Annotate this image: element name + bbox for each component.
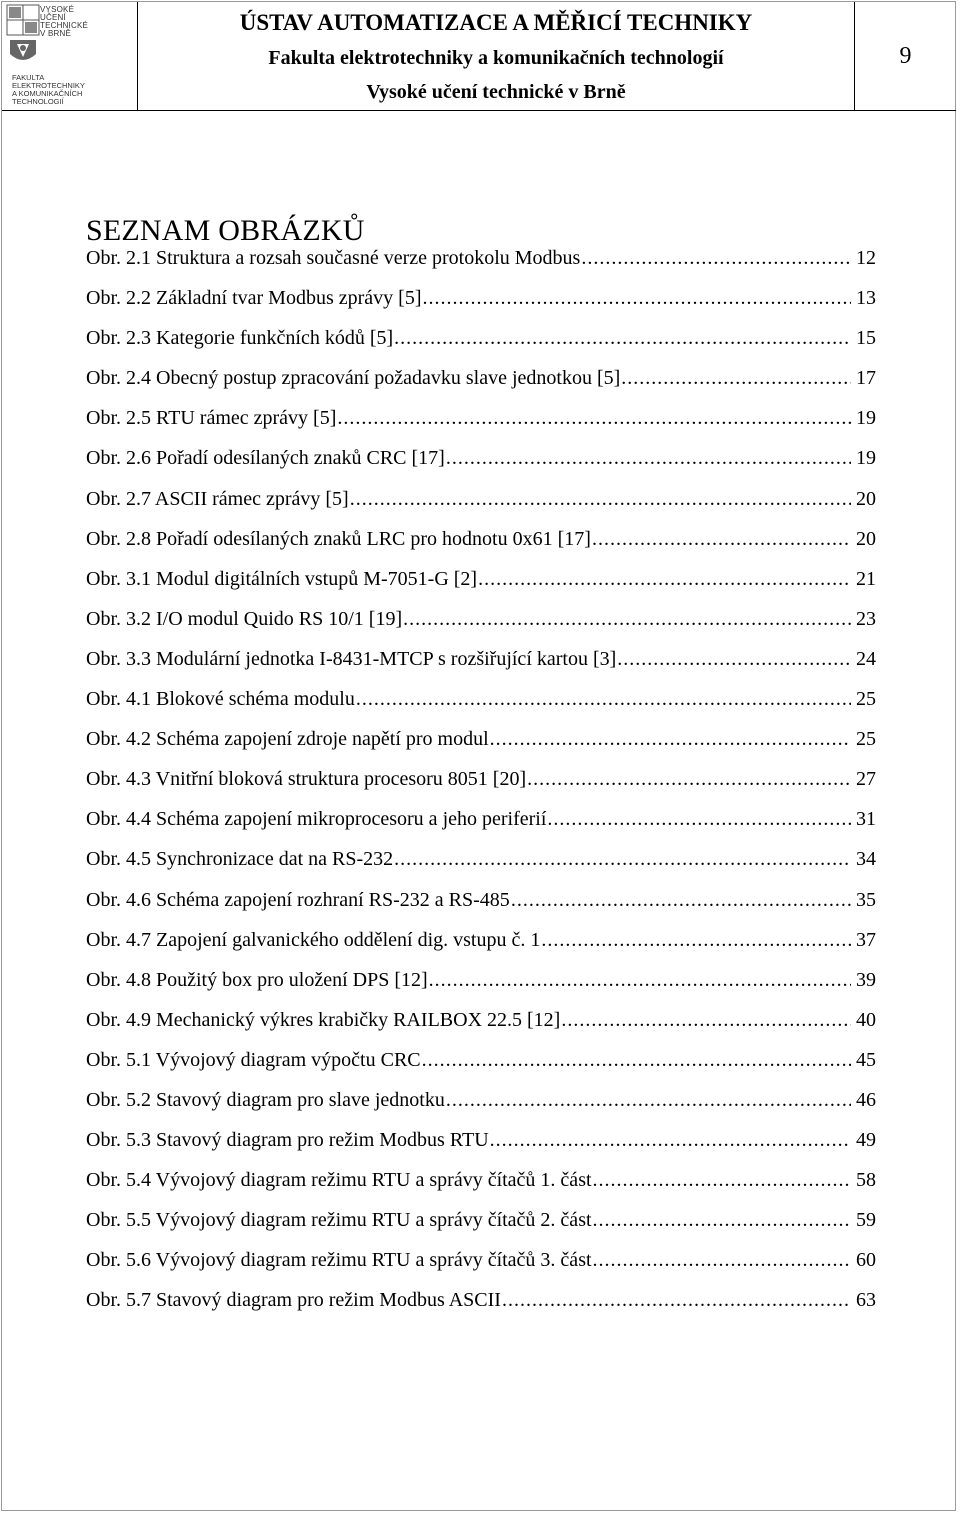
figure-list-item[interactable] [86,647,876,687]
dot-leader [478,567,851,591]
figure-page-number: 31 [856,808,876,831]
figure-caption: Obr. 3.1 Modul digitálních vstupů M-7051-G [2] [86,567,478,590]
figure-list-item[interactable] [86,1048,876,1088]
page-number: 9 [899,43,912,69]
figure-list-item[interactable] [86,928,876,968]
figure-page-number: 39 [856,968,876,991]
dot-leader [490,1128,851,1152]
dot-leader [490,727,851,751]
figure-list-item[interactable] [86,1088,876,1128]
figure-page-number: 34 [856,848,876,871]
figure-page-number: 59 [856,1209,876,1232]
figure-page-number: 40 [856,1008,876,1031]
figure-caption: Obr. 4.5 Synchronizace dat na RS-232 [86,848,394,871]
figure-list-item[interactable] [86,1208,876,1248]
figure-page-number: 21 [856,567,876,590]
dot-leader [593,1208,851,1232]
figure-list-item[interactable] [86,807,876,847]
faculty-logo-icon [6,4,40,68]
institute-name: ÚSTAV AUTOMATIZACE A MĚŘICÍ TECHNIKY [239,10,753,35]
figure-caption: Obr. 4.9 Mechanický výkres krabičky RAILBOX 22.5 [12] [86,1008,561,1031]
figure-caption: Obr. 5.6 Vývojový diagram režimu RTU a správy čítačů 3. část [86,1249,592,1272]
figure-caption: Obr. 5.3 Stavový diagram pro režim Modbus RTU [86,1129,489,1152]
figure-list-item[interactable] [86,406,876,446]
figure-list-item[interactable] [86,767,876,807]
dot-leader [561,1008,851,1032]
figure-caption: Obr. 2.7 ASCII rámec zprávy [5] [86,487,349,510]
figure-page-number: 23 [856,607,876,630]
figure-list-item[interactable] [86,366,876,406]
figure-caption: Obr. 5.7 Stavový diagram pro režim Modbus ASCII [86,1289,501,1312]
dot-leader [446,446,851,470]
figure-page-number: 24 [856,647,876,670]
figure-page-number: 49 [856,1129,876,1152]
dot-leader [581,246,851,270]
figure-caption: Obr. 5.1 Vývojový diagram výpočtu CRC [86,1048,421,1071]
figure-list-item[interactable] [86,968,876,1008]
dot-leader [394,326,851,350]
figure-page-number: 27 [856,768,876,791]
dot-leader [422,1048,851,1072]
figure-caption: Obr. 4.4 Schéma zapojení mikroprocesoru a jeho periferií [86,808,547,831]
dot-leader [422,286,851,310]
figure-list-item[interactable] [86,888,876,928]
logo-text-bottom: FAKULTA ELEKTROTECHNIKY A KOMUNIKAČNÍCH TECHNOLOGIÍ [12,73,85,106]
figure-caption: Obr. 2.2 Základní tvar Modbus zprávy [5] [86,287,422,310]
figure-page-number: 63 [856,1289,876,1312]
figure-page-number: 46 [856,1088,876,1111]
faculty-name: Fakulta elektrotechniky a komunikačních technologií [268,47,724,69]
section-heading: SEZNAM OBRÁZKŮ [86,214,365,248]
logo-text-top: VYSOKÉ UČENÍ TECHNICKÉ V BRNĚ [40,5,89,38]
dot-leader [592,527,851,551]
figure-page-number: 15 [856,327,876,350]
figure-list-item[interactable] [86,687,876,727]
dot-leader [547,807,851,831]
figure-caption: Obr. 2.5 RTU rámec zprávy [5] [86,407,337,430]
figure-page-number: 19 [856,447,876,470]
figure-page-number: 19 [856,407,876,430]
figure-list [86,246,876,1329]
dot-leader [446,1088,851,1112]
figure-list-item[interactable] [86,727,876,767]
figure-caption: Obr. 4.2 Schéma zapojení zdroje napětí pro modul [86,728,489,751]
figure-page-number: 20 [856,487,876,510]
dot-leader [350,487,851,511]
figure-page-number: 45 [856,1048,876,1071]
figure-caption: Obr. 4.1 Blokové schéma modulu [86,688,355,711]
figure-page-number: 12 [856,247,876,269]
figure-caption: Obr. 5.2 Stavový diagram pro slave jednotku [86,1088,445,1111]
dot-leader [617,647,851,671]
figure-caption: Obr. 2.1 Struktura a rozsah současné verze protokolu Modbus [86,247,581,269]
figure-list-item[interactable] [86,326,876,366]
figure-caption: Obr. 2.6 Pořadí odesílaných znaků CRC [17] [86,447,445,470]
dot-leader [511,888,851,912]
figure-list-item[interactable] [86,847,876,887]
figure-list-item[interactable] [86,286,876,326]
figure-page-number: 35 [856,888,876,911]
figure-page-number: 37 [856,928,876,951]
dot-leader [403,607,851,631]
dot-leader [621,366,851,390]
dot-leader [593,1248,851,1272]
figure-page-number: 13 [856,287,876,310]
figure-list-item[interactable] [86,1008,876,1048]
header-title-block [138,2,855,110]
dot-leader [337,406,851,430]
figure-page-number: 25 [856,728,876,751]
page-header [2,2,956,111]
figure-list-item[interactable] [86,1128,876,1168]
figure-list-item[interactable] [86,487,876,527]
figure-caption: Obr. 2.8 Pořadí odesílaných znaků LRC pro hodnotu 0x61 [17] [86,527,591,550]
figure-caption: Obr. 3.2 I/O modul Quido RS 10/1 [19] [86,607,403,630]
figure-caption: Obr. 2.3 Kategorie funkčních kódů [5] [86,327,394,350]
figure-list-item[interactable] [86,607,876,647]
figure-caption: Obr. 2.4 Obecný postup zpracování požadavku slave jednotkou [5] [86,367,621,390]
figure-caption: Obr. 5.4 Vývojový diagram režimu RTU a správy čítačů 1. část [86,1169,592,1192]
university-name: Vysoké učení technické v Brně [366,81,626,103]
dot-leader [527,767,851,791]
figure-page-number: 20 [856,527,876,550]
figure-caption: Obr. 4.7 Zapojení galvanického oddělení dig. vstupu č. 1 [86,928,541,951]
figure-page-number: 25 [856,688,876,711]
figure-list-item[interactable] [86,527,876,567]
dot-leader [429,968,851,992]
figure-page-number: 58 [856,1169,876,1192]
figure-page-number: 17 [856,367,876,390]
figure-list-item[interactable] [86,567,876,607]
figure-page-number: 60 [856,1249,876,1272]
dot-leader [541,928,851,952]
figure-caption: Obr. 4.3 Vnitřní bloková struktura procesoru 8051 [20] [86,768,527,791]
figure-list-item[interactable] [86,1168,876,1208]
figure-caption: Obr. 4.6 Schéma zapojení rozhraní RS-232 a RS-485 [86,888,510,911]
dot-leader [502,1288,851,1312]
figure-list-item[interactable] [86,246,876,286]
dot-leader [394,847,851,871]
figure-list-item[interactable] [86,1288,876,1328]
figure-caption: Obr. 5.5 Vývojový diagram režimu RTU a správy čítačů 2. část [86,1209,592,1232]
figure-caption: Obr. 3.3 Modulární jednotka I-8431-MTCP s rozšiřující kartou [3] [86,647,617,670]
figure-caption: Obr. 4.8 Použitý box pro uložení DPS [12] [86,968,428,991]
figure-list-item[interactable] [86,1248,876,1288]
university-logo [2,2,138,110]
dot-leader [356,687,851,711]
dot-leader [593,1168,851,1192]
figure-list-item[interactable] [86,446,876,486]
